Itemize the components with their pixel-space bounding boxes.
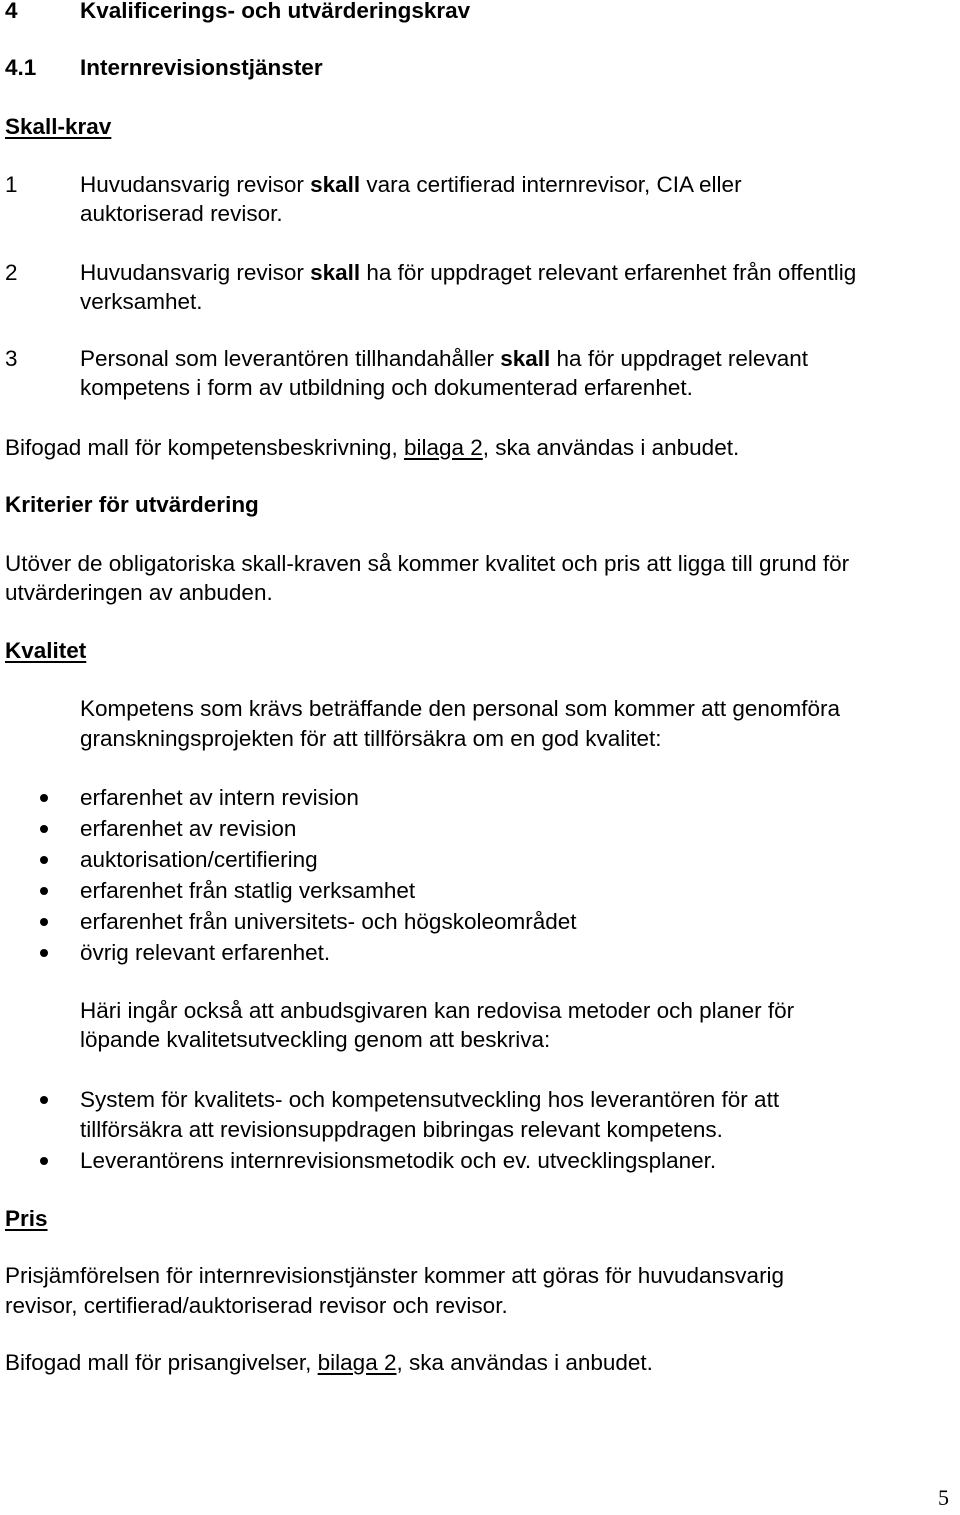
criteria-text-line2: utvärderingen av anbuden.: [5, 580, 273, 605]
quality-followup-line2: löpande kvalitetsutveckling genom att beskriva:: [80, 1027, 551, 1052]
requirement-number: 3: [5, 346, 18, 371]
criteria-text-line1: Utöver de obligatoriska skall-kraven så kommer kvalitet och pris att ligga till grund för: [5, 551, 850, 576]
bullet-dot: [40, 918, 48, 926]
list-item: erfarenhet från statlig verksamhet: [80, 878, 416, 903]
list-item: erfarenhet av intern revision: [80, 785, 359, 810]
competence-attachment-note: Bifogad mall för kompetensbeskrivning, bilaga 2, ska användas i anbudet.: [5, 435, 740, 460]
quality-intro-line2: granskningsprojekten för att tillförsäkra om en god kvalitet:: [80, 726, 662, 751]
list-item: auktorisation/certifiering: [80, 847, 318, 872]
list-item: erfarenhet av revision: [80, 816, 297, 841]
requirement-number: 1: [5, 172, 18, 197]
list-item: Leverantörens internrevisionsmetodik och ev. utvecklingsplaner.: [80, 1148, 717, 1173]
list-item-continuation: tillförsäkra att revisionsuppdragen bibringas relevant kompetens.: [80, 1117, 723, 1142]
subsection-number: 4.1: [5, 55, 37, 80]
bullet-dot: [40, 887, 48, 895]
attachment-link[interactable]: bilaga 2: [317, 1350, 397, 1375]
page-number: 5: [938, 1485, 949, 1510]
requirement-1-line1: Huvudansvarig revisor skall vara certifierad internrevisor, CIA eller: [80, 172, 742, 197]
price-text-line1: Prisjämförelsen för internrevisionstjänster kommer att göras för huvudansvarig: [5, 1263, 785, 1288]
requirement-3-line2: kompetens i form av utbildning och dokumenterad erfarenhet.: [80, 375, 693, 400]
requirement-2-line2: verksamhet.: [80, 289, 203, 314]
quality-intro-line1: Kompetens som krävs beträffande den personal som kommer att genomföra: [80, 696, 840, 721]
requirement-1-line2: auktoriserad revisor.: [80, 201, 283, 226]
section-title: Kvalificerings- och utvärderingskrav: [80, 0, 471, 23]
bullet-dot: [40, 794, 48, 802]
price-text-line2: revisor, certifierad/auktoriserad revisor och revisor.: [5, 1293, 508, 1318]
attachment-link[interactable]: bilaga 2: [403, 435, 483, 460]
list-item: System för kvalitets- och kompetensutveckling hos leverantören för att: [80, 1087, 780, 1112]
price-attachment-note: Bifogad mall för prisangivelser, bilaga 2, ska användas i anbudet.: [5, 1350, 653, 1375]
skall-krav-heading: Skall-krav: [5, 114, 112, 139]
criteria-heading: Kriterier för utvärdering: [5, 492, 259, 517]
section-number: 4: [5, 0, 18, 23]
requirement-3-line1: Personal som leverantören tillhandahåller skall ha för uppdraget relevant: [80, 346, 808, 371]
requirement-2-line1: Huvudansvarig revisor skall ha för uppdraget relevant erfarenhet från offentlig: [80, 260, 857, 285]
bullet-dot: [40, 825, 48, 833]
requirement-number: 2: [5, 260, 18, 285]
bullet-dot: [40, 1096, 48, 1104]
bullet-dot: [40, 1157, 48, 1165]
quality-followup-line1: Häri ingår också att anbudsgivaren kan redovisa metoder och planer för: [80, 998, 795, 1023]
list-item: övrig relevant erfarenhet.: [80, 940, 331, 965]
list-item: erfarenhet från universitets- och högskoleområdet: [80, 909, 577, 934]
bullet-dot: [40, 856, 48, 864]
quality-heading: Kvalitet: [5, 638, 87, 663]
bullet-dot: [40, 949, 48, 957]
subsection-title: Internrevisionstjänster: [80, 55, 323, 80]
price-heading: Pris: [5, 1206, 48, 1231]
